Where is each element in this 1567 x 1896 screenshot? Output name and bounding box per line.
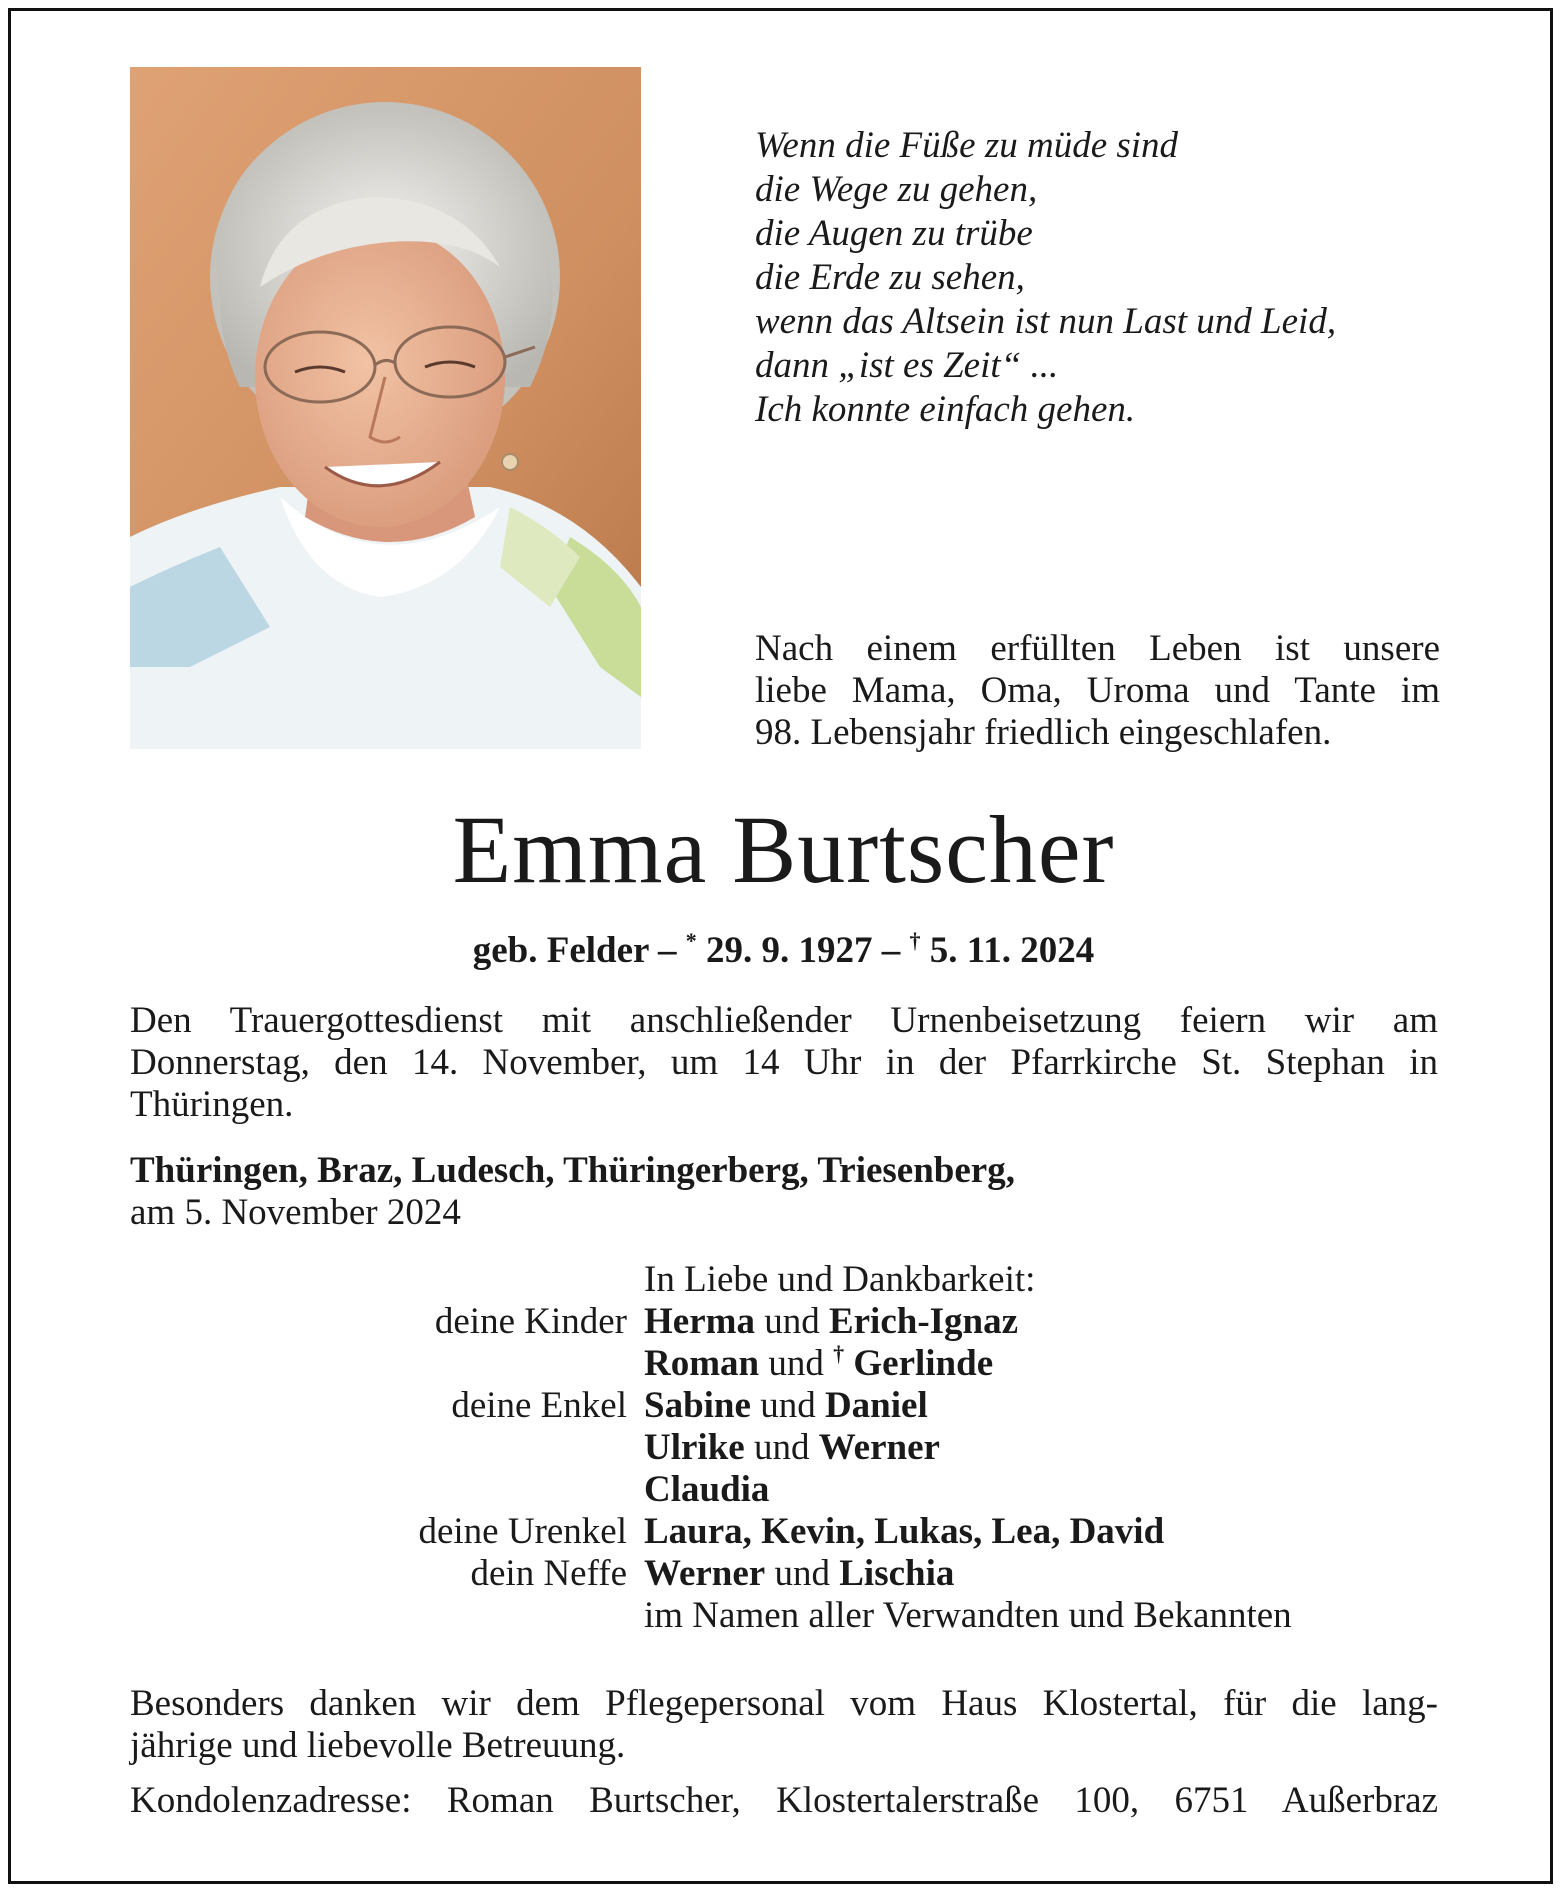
signoff-row: [130, 1595, 1440, 1637]
family-name: Ulrike: [644, 1427, 745, 1468]
signoff-row: [130, 1511, 1440, 1553]
birth-symbol: *: [685, 928, 697, 953]
death-symbol: †: [909, 928, 921, 953]
family-name: Lischia: [839, 1553, 955, 1594]
deceased-name: Emma Burtscher: [452, 796, 1115, 903]
family-name: Werner: [644, 1553, 766, 1594]
signoff-row: [130, 1553, 1440, 1595]
places-and-date: [130, 1150, 1438, 1234]
service-line: Den Trauergottesdienst mit anschließender Urnenbeisetzung feiern wir am: [130, 1000, 1438, 1041]
relation-label: deine Enkel: [451, 1385, 627, 1426]
poem-line: wenn das Altsein ist nun Last und Leid,: [755, 301, 1337, 342]
cross-symbol: †: [833, 1341, 845, 1366]
family-signoff: [130, 1259, 1440, 1637]
poem-line: die Wege zu gehen,: [755, 169, 1038, 210]
family-name: Daniel: [824, 1385, 928, 1426]
place-date: am 5. November 2024: [130, 1192, 461, 1233]
signoff-row: [130, 1259, 1440, 1301]
birth-name: geb. Felder: [472, 930, 649, 971]
signoff-row: [130, 1469, 1440, 1511]
relation-label: dein Neffe: [470, 1553, 627, 1594]
poem-line: Wenn die Füße zu müde sind: [755, 125, 1179, 166]
family-name: Erich-Ignaz: [828, 1301, 1019, 1342]
condolence-line: Kondolenzadresse: Roman Burtscher, Klostertalerstraße 100, 6751 Außerbraz: [130, 1780, 1438, 1821]
conjunction: und: [764, 1301, 820, 1342]
poem-line: die Augen zu trübe: [755, 213, 1033, 254]
thanks-line: Besonders danken wir dem Pflegepersonal vom Haus Klostertal, für die lang-: [130, 1683, 1438, 1724]
signoff-row: [130, 1427, 1440, 1469]
intro-line: 98. Lebensjahr friedlich eingeschlafen.: [755, 712, 1332, 753]
service-line: Thüringen.: [130, 1084, 294, 1125]
poem: [755, 124, 1455, 432]
family-name: Claudia: [644, 1469, 770, 1510]
signoff-row: [130, 1301, 1440, 1343]
conjunction: und: [768, 1343, 824, 1384]
thanks-text: [130, 1683, 1438, 1767]
intro-line: Nach einem erfüllten Leben ist unsere: [755, 628, 1440, 669]
family-name: Roman: [644, 1343, 760, 1384]
relation-label: deine Kinder: [434, 1301, 627, 1342]
poem-line: die Erde zu sehen,: [755, 257, 1025, 298]
birth-date: 29. 9. 1927: [706, 930, 873, 971]
family-name: Sabine: [644, 1385, 751, 1426]
signoff-closing: im Namen aller Verwandten und Bekannten: [644, 1595, 1292, 1636]
signoff-row: [130, 1343, 1440, 1385]
service-line: Donnerstag, den 14. November, um 14 Uhr in der Pfarrkirche St. Stephan in: [130, 1042, 1438, 1083]
towns: Thüringen, Braz, Ludesch, Thüringerberg, Triesenberg,: [130, 1150, 1015, 1191]
poem-line: dann „ist es Zeit“ ...: [755, 345, 1059, 386]
death-date: 5. 11. 2024: [929, 930, 1095, 971]
poem-line: Ich konnte einfach gehen.: [755, 389, 1136, 430]
thanks-line: jährige und liebevolle Betreuung.: [130, 1725, 626, 1766]
relation-label: deine Urenkel: [418, 1511, 627, 1552]
conjunction: und: [774, 1553, 830, 1594]
intro-line: liebe Mama, Oma, Uroma und Tante im: [755, 670, 1440, 711]
signoff-row: [130, 1385, 1440, 1427]
portrait-illustration: [130, 67, 641, 749]
intro-text: [755, 628, 1440, 754]
family-name: Laura, Kevin, Lukas, Lea, David: [644, 1511, 1165, 1552]
conjunction: und: [760, 1385, 816, 1426]
family-name: Herma: [644, 1301, 755, 1342]
portrait-photo: [130, 67, 641, 749]
family-name: Werner: [818, 1427, 940, 1468]
family-name: Gerlinde: [853, 1343, 994, 1384]
condolence-address: [130, 1780, 1438, 1822]
funeral-service-text: [130, 1000, 1438, 1126]
signoff-heading: In Liebe und Dankbarkeit:: [644, 1259, 1036, 1300]
conjunction: und: [753, 1427, 810, 1468]
life-dates: geb. Felder – * 29. 9. 1927 – † 5. 11. 2024: [472, 928, 1095, 971]
